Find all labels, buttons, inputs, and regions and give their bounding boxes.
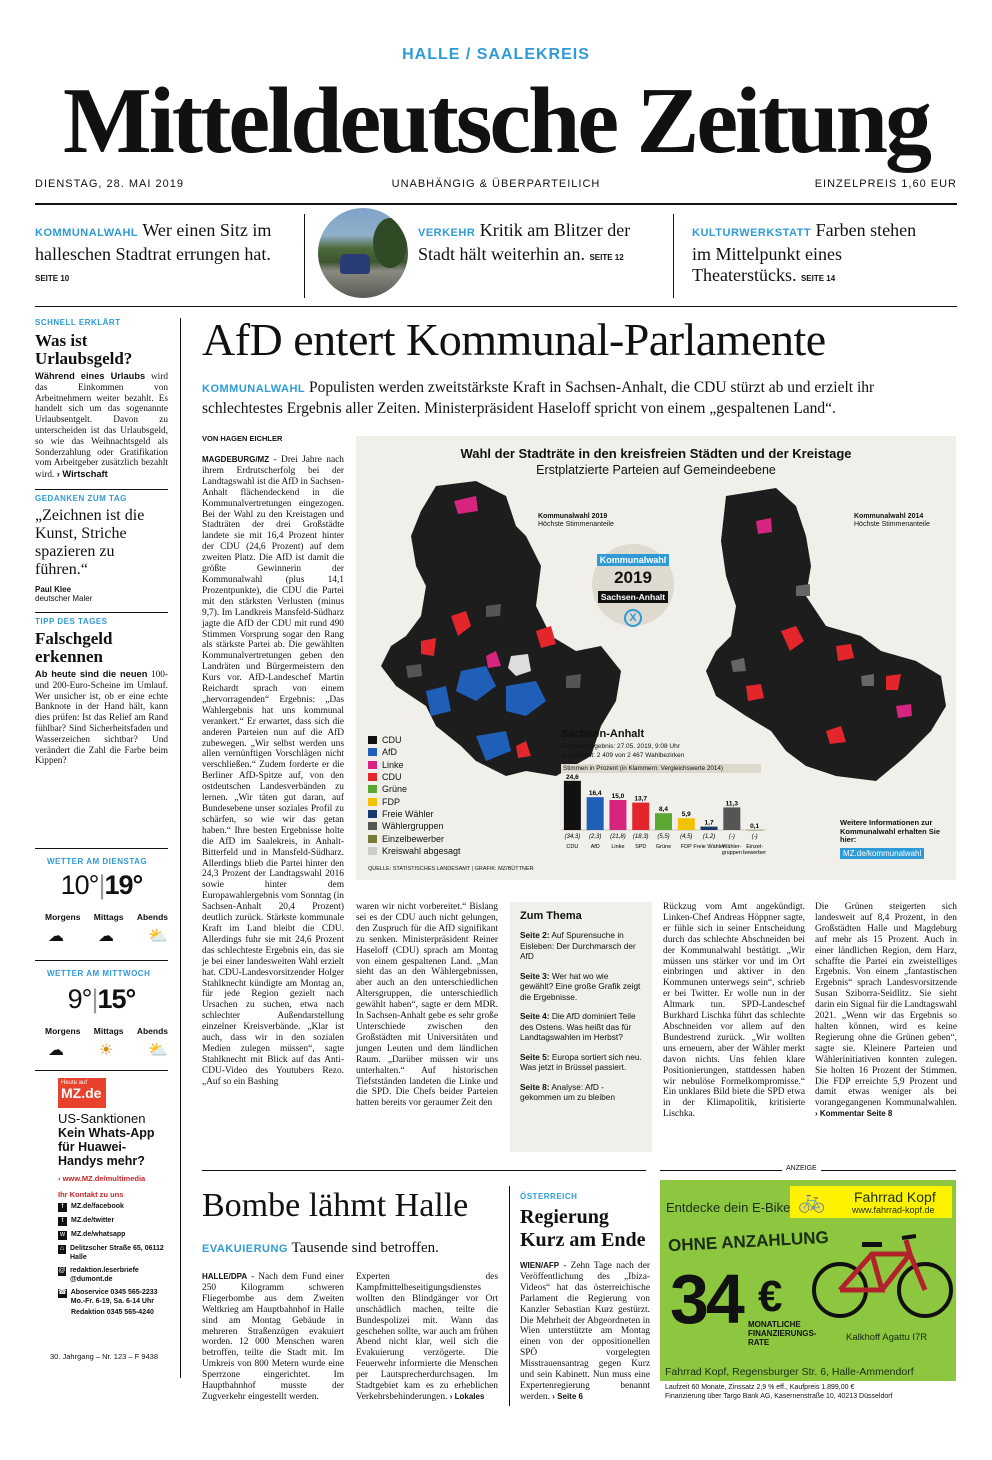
sidebar-title: Falschgeld erkennen (35, 628, 113, 666)
contact-item (58, 1245, 170, 1262)
ad-fine2: Finanzierung über Targo Bank AG, Kasernenstraße 10, 40213 Düsseldorf (665, 1393, 893, 1400)
bar-category-label: SPD (635, 844, 647, 850)
thema-item[interactable] (520, 930, 642, 962)
bar-previous-label: (2,3) (588, 834, 602, 840)
legend-swatch (368, 810, 377, 818)
chart-bar (746, 830, 763, 831)
teaser-verkehr[interactable] (418, 220, 658, 268)
chart-bar (632, 803, 649, 830)
sidebar-ref[interactable]: › Wirtschaft (56, 469, 108, 480)
bar-value-label: 15,0 (611, 793, 625, 800)
thema-page: Seite 3: (520, 970, 550, 981)
legend-item (368, 734, 461, 746)
phone-icon: ☎ (58, 1289, 67, 1296)
chart-title: Sachsen-Anhalt (561, 728, 645, 740)
sidebar-divider (35, 612, 168, 613)
sidebar-title: Was ist Urlaubsgeld? (35, 331, 133, 368)
sun-cloud-icon: ⛅ (148, 1042, 168, 1059)
bar-previous-label: (4,5) (680, 834, 693, 840)
cloud-icon: ☁ (98, 928, 115, 945)
twitter-icon: t (58, 1217, 67, 1226)
temp-min: 9° (67, 984, 92, 1014)
legend-item (368, 845, 461, 857)
bomb-deck-text: Tausende sind betroffen. (291, 1240, 439, 1256)
contact-item[interactable] (58, 1231, 170, 1240)
bike-handlebar (902, 1236, 916, 1238)
lead-deck-text: Populisten werden zweitstärkste Kraft in Sachsen-Anhalt, die CDU stürzt ab und erzielt ihr schlechtestes Ergebnis aller Zeiten. Ministerpräsident Haseloff spricht von einem „gespaltenen Land“. (202, 379, 875, 417)
quote-author: Paul Klee (35, 584, 72, 594)
label-morning: Morgens (45, 1026, 81, 1036)
lead-headline[interactable]: AfD entert Kommunal-Parlamente (202, 314, 826, 365)
lower-rule (202, 1170, 646, 1171)
quote-text: „Zeichnen ist die Kunst, Striche spazieren zu führen.“ (35, 506, 145, 578)
label-evening: Abends (136, 1026, 168, 1036)
election-graphic (356, 436, 956, 880)
label-morning: Morgens (45, 912, 81, 922)
legend-item (368, 783, 461, 795)
legend-item (368, 808, 461, 820)
contact-text: MZ.de/whatsapp (71, 1231, 126, 1238)
contact-text: MZ.de/facebook (71, 1203, 124, 1210)
issue-number: 30. Jahrgang – Nr. 123 – F 9438 (50, 1352, 158, 1361)
legend-swatch (368, 847, 377, 855)
teaser-photo[interactable] (318, 208, 408, 298)
austria-headline[interactable]: Regierung Kurz am Ende (520, 1206, 646, 1251)
contact-item[interactable] (58, 1267, 170, 1284)
graphic-source: QUELLE: STATISTISCHES LANDESAMT | GRAFIK: MZ/BÜTTNER (368, 866, 534, 872)
building-icon: ⌂ (59, 1245, 65, 1252)
map1-caption (536, 512, 616, 530)
teaser-kulturwerkstatt[interactable] (692, 220, 932, 289)
chart-bar (701, 827, 718, 830)
masthead-rule (35, 203, 957, 205)
bar-category-label: AfD (590, 844, 600, 850)
bar-value-label: 0,1 (750, 822, 760, 830)
lead-kicker: KOMMUNALWAHL (202, 383, 306, 395)
temp-max: 19° (104, 870, 143, 900)
lead-col3: Rückzug vom Amt angekündigt. Linken-Chef Andreas Höppner sagte, er fühle sich in seiner Entscheidung durch das schlechte Abschneiden bei der Kommunalwahl bestätigt. „Wir müssen uns stärker vor und im Ort einbringen und aktiver in den Kommunen unterwegs sein“, schrieb er bei Twitter. Er wolle nun in der Altmark tun. SPD-Landeschef Burkhard Lischka führt das schlechte Abschneiden vor allem auf den Bundestrend zurück. „Wir wollten uns erneuern, aber der Wähler merkt davon nichts. Uns fehlen klare Positionierungen, stattdessen haben wir nebulöse Formelkompromisse.“ Ein unklares Bild biete die SPD etwa in der Klimapolitik, kritisierte Lischka. (663, 902, 805, 1120)
thema-item[interactable] (520, 1082, 642, 1103)
austria-kicker: ÖSTERREICH (520, 1192, 578, 1201)
legend-item (368, 746, 461, 758)
label-noon: Mittags (93, 1026, 124, 1036)
ad-fineprint (660, 1381, 956, 1408)
ad-slogan: OHNE ANZAHLUNG (667, 1227, 830, 1256)
sidebar-lead: Während eines Urlaubs (35, 371, 146, 381)
price: EINZELPREIS 1,60 EUR (814, 178, 957, 190)
graphic-title: Wahl der Stadträte in den kreisfreien Städten und der Kreistage (460, 446, 852, 461)
mz-link[interactable]: › www.MZ.de/multimedia (58, 1174, 146, 1183)
ad-rate: MONATLICHE FINANZIERUNGS-RATE (748, 1320, 817, 1347)
legend-item (368, 759, 461, 771)
sidebar-kicker: GEDANKEN ZUM TAG (35, 493, 127, 503)
lead-col2: waren wir nicht vorbereitet.“ Bislang sei es der CDU auch nicht gelungen, den Zuspruch für die AfD signifikant zu senken. Ministerpräsident Reiner Haseloff (CDU) sprach am Montag von einem gespaltenen Land. „Man sieht das an den Wählergebnissen, aber auch an den unterschiedlichen Altersgruppen, die unterschiedlich gewählt haben“, sagte er dem MDR. In Sachsen-Anhalt gebe es sehr große Unterschiede zwischen den Großstädten mit Universitäten und jungen Leuten und dem ländlichen Raum. „Darüber müssen wir uns unterhalten.“ Auf historischen Tiefstständen landeten die Linke und die SPD. Die Chefs beider Parteien hatten bereits vor geraumer Zeit den (356, 902, 498, 1109)
legend-swatch (368, 773, 377, 781)
sidebar-vrule (180, 318, 181, 1378)
lead-col4 (815, 902, 957, 1120)
ad-label: ANZEIGE (782, 1165, 821, 1172)
bike-seat (862, 1242, 882, 1247)
thema-item[interactable] (520, 1052, 642, 1073)
teaser-text: Farben stehen im Mittelpunkt eines Theaterstücks. (692, 220, 917, 285)
lead-col1-text: - Drei Jahre nach ihrem Erdrutscherfolg bei der Landtagswahl ist die AfD in Sachsen-Anhalt flächendeckend in die Kommunalvertretungen eingezogen. Bei der Wahl zu den Kreistagen und Stadträten der drei Großstädte landete sie mit 16,4 Prozent hinter der CDU (24,6 Prozent) auf dem zweiten Platz. Die AfD ist damit die größte Gewinnerin der Kommunalwahl (plus 14,1 Prozentpunkte), die CDU die Partei mit den stärksten Verlusten (minus 9,7). Im Landkreis Mansfeld-Südharz jagte die AfD der CDU mit rund 490 Stimmen Vorsprung sogar den Rang als stärkste Partei ab. Die gewählten Kommunalvertretungen geben den Landräten und Bürgermeistern den Kurs vor. AfD-Landeschef Martin Reichardt sprach von einem „hervorragenden“ Ergebnis: „Das Wahlergebnis hat uns kommunal verankert.“ Er erwartet, dass sich die anderen Parteien nun auf die AfD zubewegen. „Wir selbst werden uns allen vernünftigen Vorschlägen nicht verschließen.“ Zudem forderte er die Berliner AfD-Spitze auf, von den ostdeutschen Landesverbänden zu lernen. „Wir täten gut daran, auf Bundesebene unser soziales Profil zu schärfen, so wie wir das getan haben.“ Ihre besten Ergebnisse holte die AfD im Saalekreis, in Anhalt-Bitterfeld und in Mansfeld-Südharz. Allerdings blieb die Partei hinter den 24,3 Prozent der Landtagswahl 2016 sowie hinter dem Europawahlergebnis vom Sonntag (in Sachsen-Anhalt 20,4 Prozent) deutlich zurück. Stärkste kommunale Kraft im Land bleibt die CDU. Allerdings fuhr sie mit 24,6 Prozent das schlechteste Ergebnis ein, das sie je bei einer landesweiten Wahl erzielt hat. CDU-Landesvorsitzender Holger Stahlknecht kündigte am Montag an, für jede Region gezielt nach Ursachen zu suchen, etwa nach schlechter Außendarstellung einzelner Kreisverbände. „Klar ist auch, dass wir in den sozialen Medien zulegen müssen“, sagte Stahlknecht mit Blick auf das Anti-CDU-Video des Youtubers Rezo. „Auf so ein Bashing (202, 455, 344, 1087)
bike-frame (840, 1240, 925, 1290)
quote-role: deutscher Maler (35, 593, 93, 603)
chart-bar (655, 813, 672, 830)
chart-ylabel: Stimmen in Prozent (in Klammern: Vergleichswerte 2014) (561, 764, 761, 773)
legend-item (368, 820, 461, 832)
bar-category-label: Grüne (655, 844, 672, 850)
thema-text: Wer hat wo wie gewählt? Eine große Grafik zeigt die Ergebnisse. (520, 970, 641, 1002)
contact-text: redaktion.leserbriefe @dumont.de (69, 1267, 139, 1283)
bar-value-label: 11,3 (725, 800, 738, 808)
bar-category-label: Einzel-bewerber (743, 844, 766, 856)
weather-kicker: WETTER AM MITTWOCH (47, 969, 151, 978)
sidebar-text: wird das Einkommen von Arbeitnehmern weiter bezahlt. Es handelt sich um das sogenannte Urlaubsentgelt. Davon zu unterscheiden ist das Urlaubsgeld, so wie das Weihnachtsgeld als Sonderzahlung oder Gratifikation vom Arbeitgeber zusätzlich bezahlt wird. (35, 372, 169, 481)
chart-note: Ausgezählt: 2 409 von 2 467 Wahlbezirken (561, 752, 685, 759)
bar-category-label: Freie Wähler (693, 844, 725, 850)
badge-line2: 2019 (614, 568, 652, 587)
contact-head: Ihr Kontakt zu uns (58, 1190, 124, 1199)
sidebar-kicker: SCHNELL ERKLÄRT (35, 318, 121, 327)
legend-label: Kreiswahl abgesagt (382, 845, 461, 856)
thema-head: Zum Thema (520, 910, 582, 922)
rain-sun-icon: ⛅ (148, 928, 168, 945)
bar-previous-label: (21,8) (610, 834, 626, 840)
austria-text: - Zehn Tage nach der Veröffentlichung des „Ibiza-Videos“ hat das österreichische Parlament die Regierung von Kanzler Sebastian Kurz gestürzt. Die Mehrheit der Abgeordneten in Wien unterstützte am Montag einen von der oppositionellen SPÖ vorgelegten Misstrauensantrag gegen Kurz und sein Kabinett. Nun muss eine Expertenregierung benannt werden. (520, 1261, 650, 1402)
map2-caption (852, 512, 932, 530)
weather-labels (45, 1026, 168, 1036)
map1-sub: Höchste Stimmenanteile (538, 521, 614, 528)
temp-min: 10° (60, 870, 99, 900)
whatsapp-icon: w (59, 1231, 66, 1238)
legend-swatch (368, 736, 377, 744)
weather-temps: 9°|15° (67, 984, 136, 1014)
dateline: WIEN/AFP (520, 1261, 560, 1270)
lead-deck (202, 378, 947, 419)
teaser-divider (304, 214, 305, 298)
weather-divider (35, 848, 168, 849)
badge-line1: Kommunalwahl (597, 554, 670, 566)
bomb-kicker: EVAKUIERUNG (202, 1243, 288, 1255)
bar-category-label: CDU (566, 844, 579, 850)
austria-body (520, 1261, 650, 1403)
teaser-text: Wer einen Sitz im halleschen Stadtrat errungen hat. (35, 220, 272, 264)
lead-byline: VON HAGEN EICHLER (202, 434, 283, 443)
teaser-kicker: VERKEHR (418, 227, 476, 239)
map2-title: Kommunalwahl 2014 (854, 513, 924, 520)
teaser-kicker: KOMMUNALWAHL (35, 227, 139, 239)
mz-title-line2: Kein Whats-App für Huawei-Handys mehr? (58, 1126, 155, 1168)
badge-line3: Sachsen-Anhalt (598, 591, 668, 603)
map1-title: Kommunalwahl 2019 (538, 513, 608, 520)
graphic-legend (368, 734, 461, 857)
label-noon: Mittags (93, 912, 124, 922)
motto: UNABHÄNGIG & ÜBERPARTEILICH (391, 178, 601, 190)
weather-kicker: WETTER AM DIENSTAG (47, 857, 148, 866)
bomb-col2 (356, 1272, 498, 1403)
ad-euro: € (758, 1272, 783, 1321)
thema-box (510, 902, 652, 1152)
mz-title-line1: US-Sanktionen (58, 1111, 146, 1126)
bomb-ref[interactable]: › Lokales (449, 1391, 485, 1401)
cloud-icon: ☁ (48, 1042, 64, 1059)
bomb-col1-text: - Nach dem Fund einer 250 Kilogramm schweren Fliegerbombe aus dem Zweiten Weltkrieg am Hauptbahnhof in Halle sind am Montag Gebäude in mehreren Straßenzügen evakuiert worden. 12 000 Menschen waren betroffen, teilte die Stadt mit. Im Umkreis von 800 Metern wurde eine Sperrzone eingerichtet. Im Hauptbahnhof musste der Zugverkehr eingestellt werden. (202, 1272, 344, 1402)
austria-divider (509, 1186, 510, 1406)
teaser-rule (35, 306, 957, 307)
mz-logo: MZ.de (61, 1085, 102, 1101)
ad-price: 34 (670, 1260, 742, 1338)
ad-model: Kalkhoff Agattu I7R (846, 1332, 928, 1343)
bar-value-label: 16,4 (588, 790, 602, 798)
teaser-kommunalwahl[interactable] (35, 220, 295, 289)
legend-label: CDU (382, 772, 402, 783)
chart-bar (587, 797, 604, 830)
bar-value-label: 1,7 (704, 819, 714, 827)
austria-ref[interactable]: › Seite 6 (552, 1391, 583, 1401)
thema-page: Seite 2: (520, 930, 550, 940)
bar-category-label: Linke (611, 844, 625, 850)
sidebar-lead: Ab heute sind die neuen (35, 668, 148, 679)
legend-swatch (368, 748, 377, 756)
weather-icons (48, 1042, 168, 1060)
party-bar-chart (561, 774, 766, 864)
bar-previous-label: (-) (751, 834, 758, 840)
chart-bar (678, 818, 695, 830)
legend-swatch (368, 822, 377, 830)
issue-date: DIENSTAG, 28. MAI 2019 (35, 178, 184, 190)
bar-value-label: 24,6 (566, 774, 579, 781)
label-evening: Abends (136, 912, 168, 922)
ebike-ad[interactable] (660, 1180, 956, 1408)
bomb-deck (202, 1240, 439, 1257)
bar-previous-label: (-) (728, 834, 735, 840)
legend-swatch (368, 835, 377, 843)
sidebar-text: 100- und 200-Euro-Scheine im Umlauf. Wer unsicher ist, ob er eine echte Banknote in der Hand hält, kann dies prüfen: Ist das Relief am Rand fühlbar? Sind Sicherheitsfaden und Wasserzeichen sichtbar? Und verändert die Zahl die Farbe beim Kippen? (35, 669, 168, 767)
bomb-col2-text: Experten des Kampfmittelbeseitigungsdienstes wollten den Blindgänger vor Ort unschädlich machen, teilte die Bundespolizei mit. Wann das geschehen sollte, war auch am frühen Abend nicht klar, weil sich die Evakuierung verzögerte. Die Feuerwehr informierte die Menschen per Lautsprecherdurchsagen. Im Stadtgebiet kam es zu erheblichen Verkehrsbehinderungen. (356, 1272, 498, 1402)
comment-ref[interactable]: › Kommentar Seite 8 (815, 1109, 893, 1119)
teaser-kicker: KULTURWERKSTATT (692, 227, 812, 239)
thema-text: Die AfD dominiert Teile des Ostens. Was heißt das für Landtagswahlen im Herbst? (520, 1011, 636, 1042)
legend-item (368, 832, 461, 844)
car-shape (340, 254, 370, 274)
legend-label: Freie Wähler (382, 808, 434, 819)
thema-page: Seite 4: (520, 1011, 550, 1021)
bar-previous-label: (1,2) (702, 834, 716, 840)
map-2014-shape (706, 488, 946, 781)
teaser-page: SEITE 14 (800, 274, 836, 283)
thema-page: Seite 5: (520, 1051, 550, 1062)
ad-address: Fahrrad Kopf, Regensburger Str. 6, Halle-Ammendorf (665, 1366, 914, 1378)
bar-value-label: 13,7 (634, 795, 648, 803)
facebook-icon: f (58, 1203, 67, 1212)
bar-value-label: 5,9 (681, 811, 691, 819)
contact-item (58, 1309, 170, 1318)
sidebar-kicker: TIPP DES TAGES (35, 616, 108, 626)
bar-category-label: Wähler-gruppen (721, 844, 742, 856)
legend-swatch (368, 761, 377, 769)
map2-sub: Höchste Stimmenanteile (854, 521, 930, 528)
ad-url: www.fahrrad-kopf.de (852, 1205, 935, 1215)
sun-icon: ☀ (98, 1042, 114, 1059)
contact-item (58, 1289, 170, 1306)
tree-shape (373, 218, 407, 268)
weather-temps: 10°|19° (60, 870, 143, 900)
sidebar-body (35, 669, 168, 767)
legend-label: Grüne (382, 784, 408, 795)
ad-line1: Entdecke dein E-Bike (666, 1200, 791, 1215)
legend-swatch (368, 798, 377, 806)
ad-brand-box (790, 1186, 952, 1218)
ad-fine1: Laufzeit 60 Monate, Zinssatz 2,9 % eff., Kaufpreis 1.899,00 € (665, 1384, 855, 1391)
chart-bar (564, 781, 581, 830)
sidebar-body (35, 371, 168, 481)
bar-previous-label: (18,3) (632, 834, 649, 840)
ad-brand: Fahrrad Kopf (854, 1189, 936, 1205)
ebike-image (810, 1222, 955, 1327)
teaser-page: SEITE 10 (35, 274, 70, 283)
contact-text: Aboservice 0345 565-2233 Mo.-Fr. 6-19, Sa. 6-14 Uhr (70, 1289, 158, 1305)
weather-divider (35, 1070, 168, 1071)
contact-text: Redaktion 0345 565-4240 (71, 1309, 154, 1316)
chart-bar (723, 807, 740, 830)
lead-col4-text: Die Grünen steigerten sich landesweit auf 8,4 Prozent, in den Großstädten Halle und Magdeburg auf mehr als 15 Prozent. Auch in einer ländlichen Region, dem Harz, schaffte die Partei ein zweistelliges Ergebnis. Von einem „fantastischen Ergebnis“ sprach Landesvorsitzende Susan Sziborra-Seidlitz. Sie sieht darin ein Signal für die Landtagswahl 2021. „Wenn wir das Ergebnis so halten können, wird es keine Regierung ohne die Grünen geben“, sagte sie. Kleinere Parteien und Wählerinitiativen konnten zulegen. Sie holten 16 Prozent der Stimmen. Die FDP erreichte 5,9 Prozent und damit etwas weniger als bei vorangegangenen Kommunalwahlen. (815, 902, 957, 1109)
mz-logo-box[interactable] (58, 1078, 106, 1108)
temp-max: 15° (97, 984, 136, 1014)
bomb-col1 (202, 1272, 344, 1403)
weather-divider (35, 960, 168, 961)
mz-small: Heute auf (61, 1080, 88, 1086)
legend-label: FDP (382, 796, 400, 807)
bar-previous-label: (5,5) (657, 834, 670, 840)
thema-item[interactable] (520, 971, 642, 1003)
chart-bar (609, 800, 626, 830)
legend-item (368, 795, 461, 807)
teaser-page: SEITE 12 (589, 253, 624, 262)
legend-label: CDU (382, 735, 402, 746)
sidebar (35, 318, 168, 767)
cloud-icon: ☁ (48, 928, 64, 945)
sidebar-divider (35, 489, 168, 490)
thema-item[interactable] (520, 1011, 642, 1043)
bar-previous-label: (34,3) (564, 834, 581, 840)
thema-text: Analyse: AfD - gekommen um zu bleiben (520, 1081, 616, 1102)
region-label: HALLE / SAALEKREIS (402, 46, 590, 63)
contact-item[interactable] (58, 1203, 170, 1212)
chart-note: Zwischenergebnis: 27.05. 2019, 9:08 Uhr (561, 743, 680, 750)
election-badge (592, 544, 674, 626)
lead-col1 (202, 455, 344, 1088)
contact-item[interactable] (58, 1217, 170, 1226)
mz-title[interactable] (58, 1112, 170, 1168)
contact-list (58, 1203, 170, 1318)
legend-label: AfD (382, 747, 398, 758)
thema-text: Europa sortiert sich neu. Was jetzt in Brüssel passiert. (520, 1051, 642, 1072)
weather-icons (48, 928, 168, 946)
dateline: MAGDEBURG/MZ (202, 455, 270, 464)
legend-swatch (368, 785, 377, 793)
thema-text: Auf Spurensuche in Eisleben: Der Durchmarsch der AfD (520, 930, 636, 961)
dateline: HALLE/DPA (202, 1272, 248, 1281)
bomb-headline[interactable]: Bombe lähmt Halle (202, 1187, 469, 1224)
mail-icon: @ (58, 1267, 66, 1274)
weather-labels (45, 912, 168, 922)
thema-page: Seite 8: (520, 1081, 550, 1092)
newspaper-title: Mitteldeutsche Zeitung (62, 69, 930, 173)
legend-label: Wählergruppen (382, 821, 444, 832)
contact-text: Delitzscher Straße 65, 06112 Halle (70, 1245, 164, 1261)
teaser-text: Kritik am Blitzer der Stadt hält weiterhin an. (418, 220, 631, 264)
bicycle-icon: 🚲 (798, 1188, 826, 1213)
graphic-subtitle: Erstplatzierte Parteien auf Gemeindeebene (536, 463, 776, 477)
legend-item (368, 771, 461, 783)
legend-label: Linke (382, 759, 404, 770)
teaser-divider (673, 214, 674, 298)
bar-category-label: FDP (680, 844, 692, 850)
contact-text: MZ.de/twitter (71, 1217, 115, 1224)
graphic-info: Weitere Informationen zur Kommunalwahl erhalten Sie hier: (840, 818, 941, 844)
bar-value-label: 8,4 (658, 806, 669, 814)
ballot-icon: X (624, 609, 642, 627)
graphic-info-link[interactable]: MZ.de/kommunalwahl (840, 848, 924, 859)
legend-label: Einzelbewerber (382, 833, 445, 844)
